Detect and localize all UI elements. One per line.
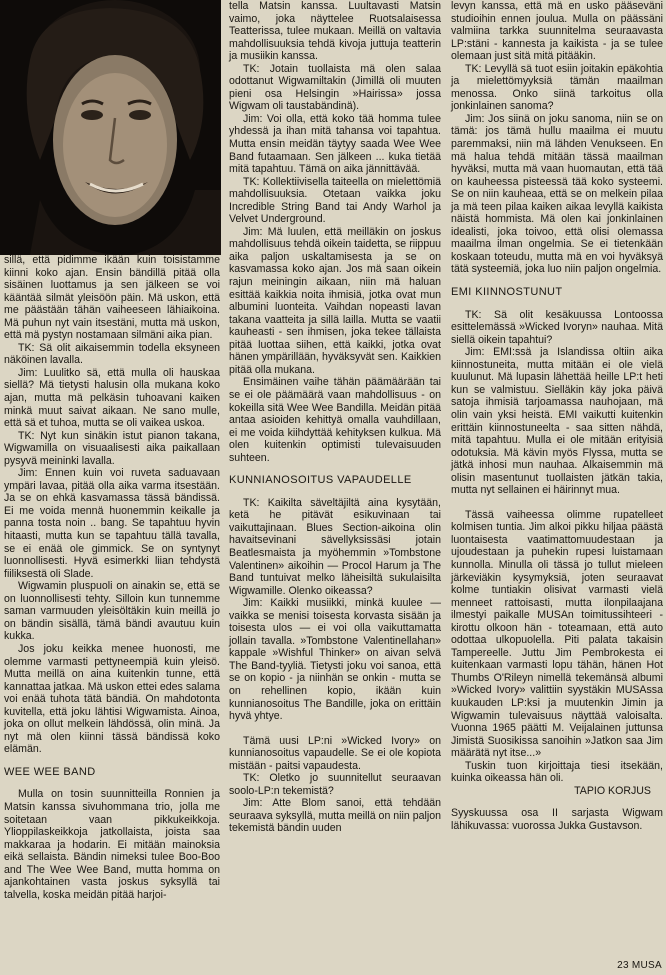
column-3: [451, 0, 663, 832]
paragraph: Tuskin tuon kirjoittaja tiesi itsekään, kuinka oikeassa hän oli.: [451, 759, 663, 785]
paragraph: TK: Sä olit aikaisemmin todella eksyneen näköinen lavalla.: [4, 341, 220, 367]
paragraph: Jim: Mä luulen, että meilläkin on joskus mahdollisuus tehdä oikein taidetta, se riippuu aika paljon uskaltamisesta ja se on kasvamassa koko ajan. Jos mä saan oikein rajun meiningin aikaan, niin mä haluan esittää kaikkia noita ihmisiä, jotka ovat mun albumini luonteita. Vaihdan nopeasti lavan takana vaatteita ja sillä lailla. Mutta se vaatii kauheasti - sen ihmisen, joka tekee tällaista pitää luottaa siihen, että kaikki, jotka ovat hänen ympärillään, hyväksyvät sen. Kaikkien pitää olla mukana.: [229, 225, 441, 376]
paragraph: Jim: EMI:ssä ja Islandissa oltiin aika kiinnostuneita, mutta mitään ei ole vielä kuulunut. Mä lupasin lähettää heille LP:t heti kun se valmistuu. Sielläkin käy joka päivä satoja ihmisiä tarjoamassa nauhojaan, mä olin vain yksi heistä. EMI vaikutti kuitenkin erittäin kiinnostuneelta - saa sitten nähdä, mitä tapahtuu. Mulla ei ole mitään erityisiä odotuksia. Mä kävin myös Flyssa, mutta se jätkä inhosi mun nauhaa. Alkaisemmin mä olisin masentunut tuollaisten jätkän takia, mutta nyt sellainen ei häirinnyt mua.: [451, 346, 663, 497]
page-footer: 23 MUSA: [617, 960, 662, 971]
paragraph: Jim: Atte Blom sanoi, että tehdään seuraava syksyllä, mutta meillä on niin paljon tekemistä bändin uuden: [229, 797, 441, 835]
paragraph: Jim: Jos siinä on joku sanoma, niin se on tämä: jos tämä hullu maailma ei muutu paremmaksi, niin mä lähden Venukseen. En mä halua tehdä mitään tässä maailman hyväksi, mutta mä vaan huomautan, että tää on kauheessa pisteessä tää koko systeemi. Se on niin kauheaa, että se on melkein pilaa ja mä teen pilaa kaiken aikaa levyllä kaikista näistä hommista. Mä olen kai jonkinlainen idealisti, joka toivoo, että olisi olemassa maailma ilman ongelmia. Se ei tietenkään koskaan toteudu, mutta mä en voi hyväksyä tätä systeemiä, joka luo niin paljon ongelmia.: [451, 112, 663, 276]
paragraph: Mulla on tosin suunnitteilla Ronnien ja Matsin kanssa sivuhommana trio, jolla me soitetaan vaan pikkukeikkoja. Ylioppilaskeikkoja jatkollaista, joista saa makkaraa ja hodarin. Ei mitään mainoksia eikä sellaista. Bändin nimeksi tulee Boo-Boo and The Wee Wee Band, mutta homma on ajankohtainen vasta joskus syksyllä tai talvella, koska meidän pitää harjoi-: [4, 788, 220, 901]
paragraph: TK: Kollektiivisella taiteella on mielettömiä mahdollisuuksia. Otetaan vaikka joku Incredible String Band tai Andy Warhol ja Velvet Underground.: [229, 175, 441, 226]
paragraph: TK: Oletko jo suunnitellut seuraavan soolo-LP:n tekemistä?: [229, 772, 441, 797]
paragraph: levyn kanssa, että mä en usko pääseväni studioihin ennen joulua. Mulla on päässäni valmiina tarkka suunnitelma seuraavasta LP:stäni - kannesta ja kaikista - ja se tulee olemaan just sitä mitä pitääkin.: [451, 0, 663, 63]
author-signature: TAPIO KORJUS: [574, 784, 651, 797]
paragraph: Tämä uusi LP:ni »Wicked Ivory» on kunnianosoitus vapaudelle. Se ei ole kopiota mistään - paitsi vapaudesta.: [229, 734, 441, 772]
column-1: [4, 254, 220, 901]
section-heading: KUNNIANOSOITUS VAPAUDELLE: [229, 474, 412, 487]
portrait-photo-art: [0, 0, 221, 255]
paragraph: Wigwamin pluspuoli on ainakin se, että se on luonnollisesti tehty. Silloin kun tunnemme saman varmuuden yleisöltäkin kuin meillä jo on bändin sisällä, tämä bändi avautuu kuin kukka.: [4, 580, 220, 643]
paragraph: TK: Levyllä sä tuot esiin joitakin epäkohtia ja mielettömyyksiä tämän maailman menossa. Onko siinä tarkoitus olla jonkinlainen sanoma?: [451, 62, 663, 113]
paragraph: TK: Sä olit kesäkuussa Lontoossa esittelemässä »Wicked Ivoryn» nauhaa. Mitä siellä oikein tapahtui?: [451, 308, 663, 346]
paragraph: Tässä vaiheessa olimme rupatelleet kolmisen tuntia. Jim alkoi pikku hiljaa päästä luontaisesta vaatimattomuudestaan ja ujoudestaan ja puhekin rupesi luistamaan kunnolla. Minulla oli tässä jo tullut mieleen järkeviäkin kysymyksiä, joten seuraavat kolme tuntiakin olisivat varmasti vielä menneet rattoisasti, mutta ilonpilaajana ilmestyi paikalle MUSAn toimitussihteeri - kirottu olkoon hän - toteamaan, että auto odottaa ulkopuolella. Piti palata takaisin Tampereelle. Juttu Jim Pembrokesta ei kuitenkaan varmasti lopu tähän, hänen Hot Thumbs O'Rileyn nimellä tekemänsä albumi »Wicked Ivory» valittiin syystäkin MUSAssa kuukauden LP:ksi ja muutenkin Jimin ja Wigwamin tulevaisuus näyttää valoisalta. Vuonna 1965 päätti M. Veijalainen juttunsa Jimistä Suosikissa sanoihin »Jatkon saa Jim määrätä nyt itse...»: [451, 508, 663, 760]
section-heading: EMI KIINNOSTUNUT: [451, 286, 563, 299]
column-2: [229, 0, 441, 835]
paragraph: sillä, että pidimme ikään kuin toisistamme kiinni koko ajan. Ensin bändillä pitää olla sisäinen luottamus ja sen jälkeen se voi kääntää silmät yleisöön päin. Mä uskon, että me päästään tähän vaiheeseen lähiaikoina. Mä puhun nyt vain itsestäni, mutta mä uskon, että mä pystyn nostamaan silmäni aika pian.: [4, 254, 220, 342]
paragraph: Ensimäinen vaihe tähän päämäärään tai se ei ole päämäärä vaan mahdollisuus - on kokeilla sitä Wee Wee Bandilla. Meidän pitää antaa asioiden kehittyä omalla vauhdillaan, ei me voida kiihdyttää kehityksen kulkua. Mä olen kuitenkin optimisti tulevaisuuden suhteen.: [229, 376, 441, 464]
section-heading: WEE WEE BAND: [4, 765, 96, 778]
paragraph: TK: Jotain tuollaista mä olen salaa odottanut Wigwamiltakin (Jimillä oli muuten pieni osa Helsingin »Hairissa» jossa Wigwam oli taustabändinä).: [229, 62, 441, 113]
portrait-photo: [0, 0, 221, 255]
paragraph: TK: Nyt kun sinäkin istut pianon takana, Wigwamilla on visuaalisesti aika paikallaan pysyvä meininki lavalla.: [4, 429, 220, 467]
paragraph: TK: Kaikilta säveltäjiltä aina kysytään, ketä he pitävät esikuvinaan tai vaikuttajinaan. Blues Section-aikoina olin havaitsevinani sävellyksissäsi jotain Beatlesmaista ja myöhemmin »Tombstone Valentinen» aikoihin — Procol Harum ja The Band tuntuivat melko läheisiltä sukulaisilta Wigwamille. Olenko oikeassa?: [229, 496, 441, 597]
paragraph: Jim: Voi olla, että koko tää homma tulee yhdessä ja ihan mitä tahansa voi tapahtua. Mutta ensin meidän täytyy saada Wee Wee Band futaamaan. Sen jälkeen ... kuka tietää mitä tapahtuu. Tämä on aika jännittävää.: [229, 112, 441, 176]
next-issue-note: Syyskuussa osa II sarjasta Wigwam lähikuvassa: vuorossa Jukka Gustavson.: [451, 807, 663, 832]
paragraph: Jim: Kaikki musiikki, minkä kuulee — vaikka se menisi toisesta korvasta sisään ja toisesta ulos — ei voi olla vaikuttamatta jollain tavalla. »Tombstone Valentinellahan» kappale »Wishful Thinker» on aivan selvä The Band-tyyliä. Tietysti joku voi sanoa, että se on kopio - ja niinhän se onkin - mutta se on rehellinen kopio, ikään kuin kunnianosoitus The Bandille, joka on erittäin hyvä yhtye.: [229, 597, 441, 723]
paragraph: Jim: Ennen kuin voi ruveta saduavaan ympäri lavaa, pitää olla aika varma itsestään. Ja se on ehkä kasvamassa tässä bändissä. Ei me voida mennä huonemmin keikalle ja panna tosta noin .. bang. Se tapahtuu hyvin hitaasti, mutta kun se tapahtuu tällä tavalla, se ei enää ole gimmick. Se on syntynyt luonnollisesti. Hyvä esimerkki liian tehdystä fiiliksestä oli Slade.: [4, 467, 220, 580]
paragraph: Jim: Luulitko sä, että mulla oli hauskaa siellä? Mä tietysti halusin olla mukana koko ajan, mutta mä pelkäsin tuhoavani kaiken minkä muut saivat aikaan. Ne sano mulle, että sä et tuhoa, mutta se oli vaikea uskoa.: [4, 366, 220, 430]
paragraph: tella Matsin kanssa. Luultavasti Matsin vaimo, joka näyttelee Ruotsalaisessa Teatterissa, tulee mukaan. Meillä on valtavia mahdollisuuksia tehdä kivoja juttuja teatterin ja musiikin kanssa.: [229, 0, 441, 63]
paragraph: Jos joku keikka menee huonosti, me olemme varmasti pettyneempiä kuin yleisö. Mutta meillä on aina kuitenkin tunne, että kannattaa jatkaa. Mä uskon ettei edes salama voi enää tuhota tätä bändiä. On mahdotonta kuvitella, että joku lähtisi Wigwamista. Ainoa, joka on ollut melkein lähdössä, olin minä. Ja nyt mä olen kiinni tässä bändissä koko elämän.: [4, 642, 220, 756]
